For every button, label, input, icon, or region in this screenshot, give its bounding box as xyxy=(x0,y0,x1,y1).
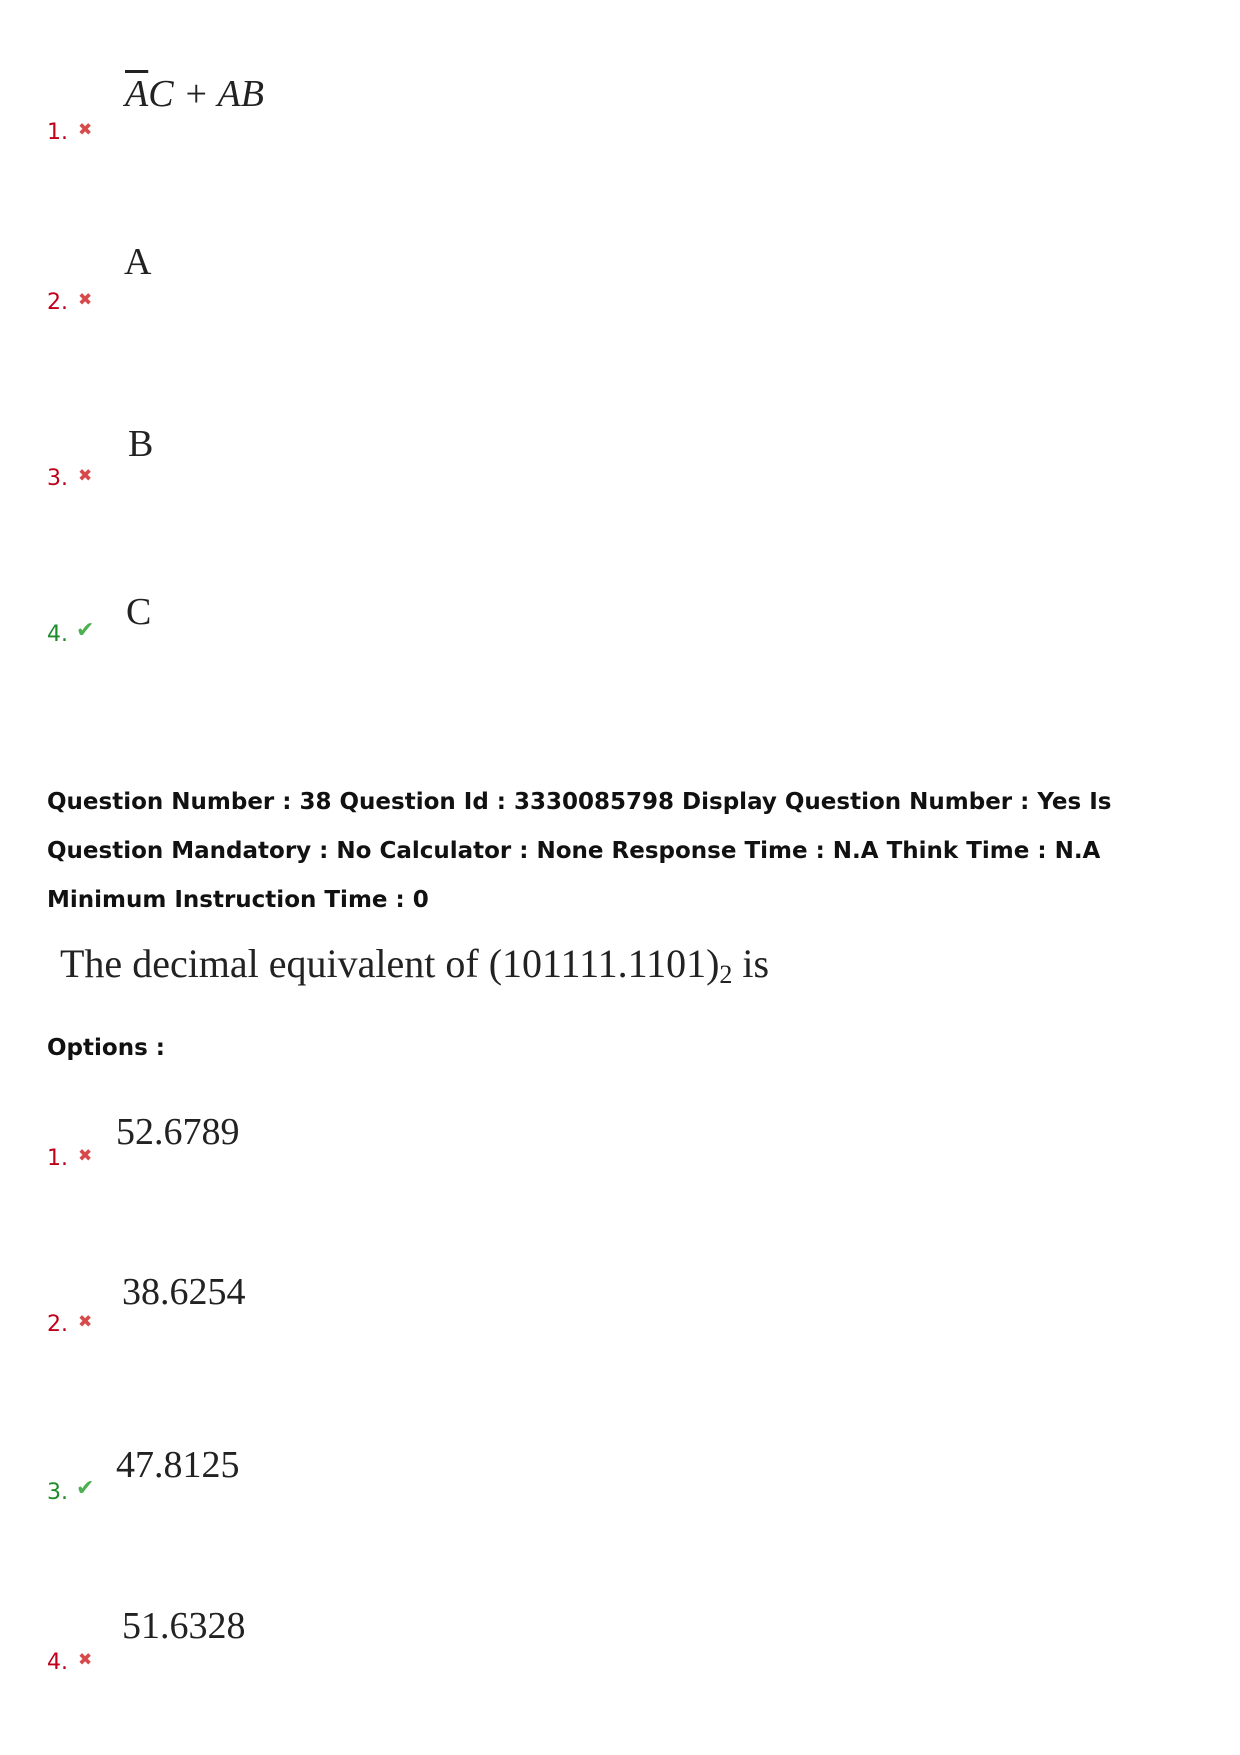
check-mark-icon: ✔ xyxy=(76,618,95,643)
options-label: Options : xyxy=(47,1035,165,1061)
option-value: 47.8125 xyxy=(116,1444,240,1486)
option-value: 51.6328 xyxy=(122,1605,246,1647)
option-number: 2. xyxy=(47,1312,68,1337)
wrong-mark-icon: ✖ xyxy=(78,290,93,310)
check-mark-icon: ✔ xyxy=(76,1476,95,1501)
option-value: $\overline{A}C$ + AB xyxy=(125,73,264,115)
option-number: 4. xyxy=(47,622,68,647)
option-value: A xyxy=(124,241,152,283)
wrong-mark-icon: ✖ xyxy=(78,120,93,140)
option-number: 3. xyxy=(47,1480,68,1505)
option-number: 2. xyxy=(47,290,68,315)
wrong-mark-icon: ✖ xyxy=(78,1146,93,1166)
question-meta: Question Number : 38 Question Id : 3330085798 Display Question Number : Yes Is Question Mandatory : No Calculator : None Response Time : N.A Think Time : N.A Minimum Instruction Time : 0 xyxy=(47,789,1112,913)
option-number: 4. xyxy=(47,1650,68,1675)
option-number: 3. xyxy=(47,466,68,491)
option-value: C xyxy=(126,591,152,633)
question-text: The decimal equivalent of $(101111.1101)_2$ is xyxy=(60,941,770,989)
option-number: 1. xyxy=(47,1146,68,1171)
option-value: B xyxy=(128,423,154,465)
wrong-mark-icon: ✖ xyxy=(78,1312,93,1332)
wrong-mark-icon: ✖ xyxy=(78,466,93,486)
option-value: 52.6789 xyxy=(116,1111,240,1153)
option-number: 1. xyxy=(47,120,68,145)
option-value: 38.6254 xyxy=(122,1271,246,1313)
wrong-mark-icon: ✖ xyxy=(78,1650,93,1670)
